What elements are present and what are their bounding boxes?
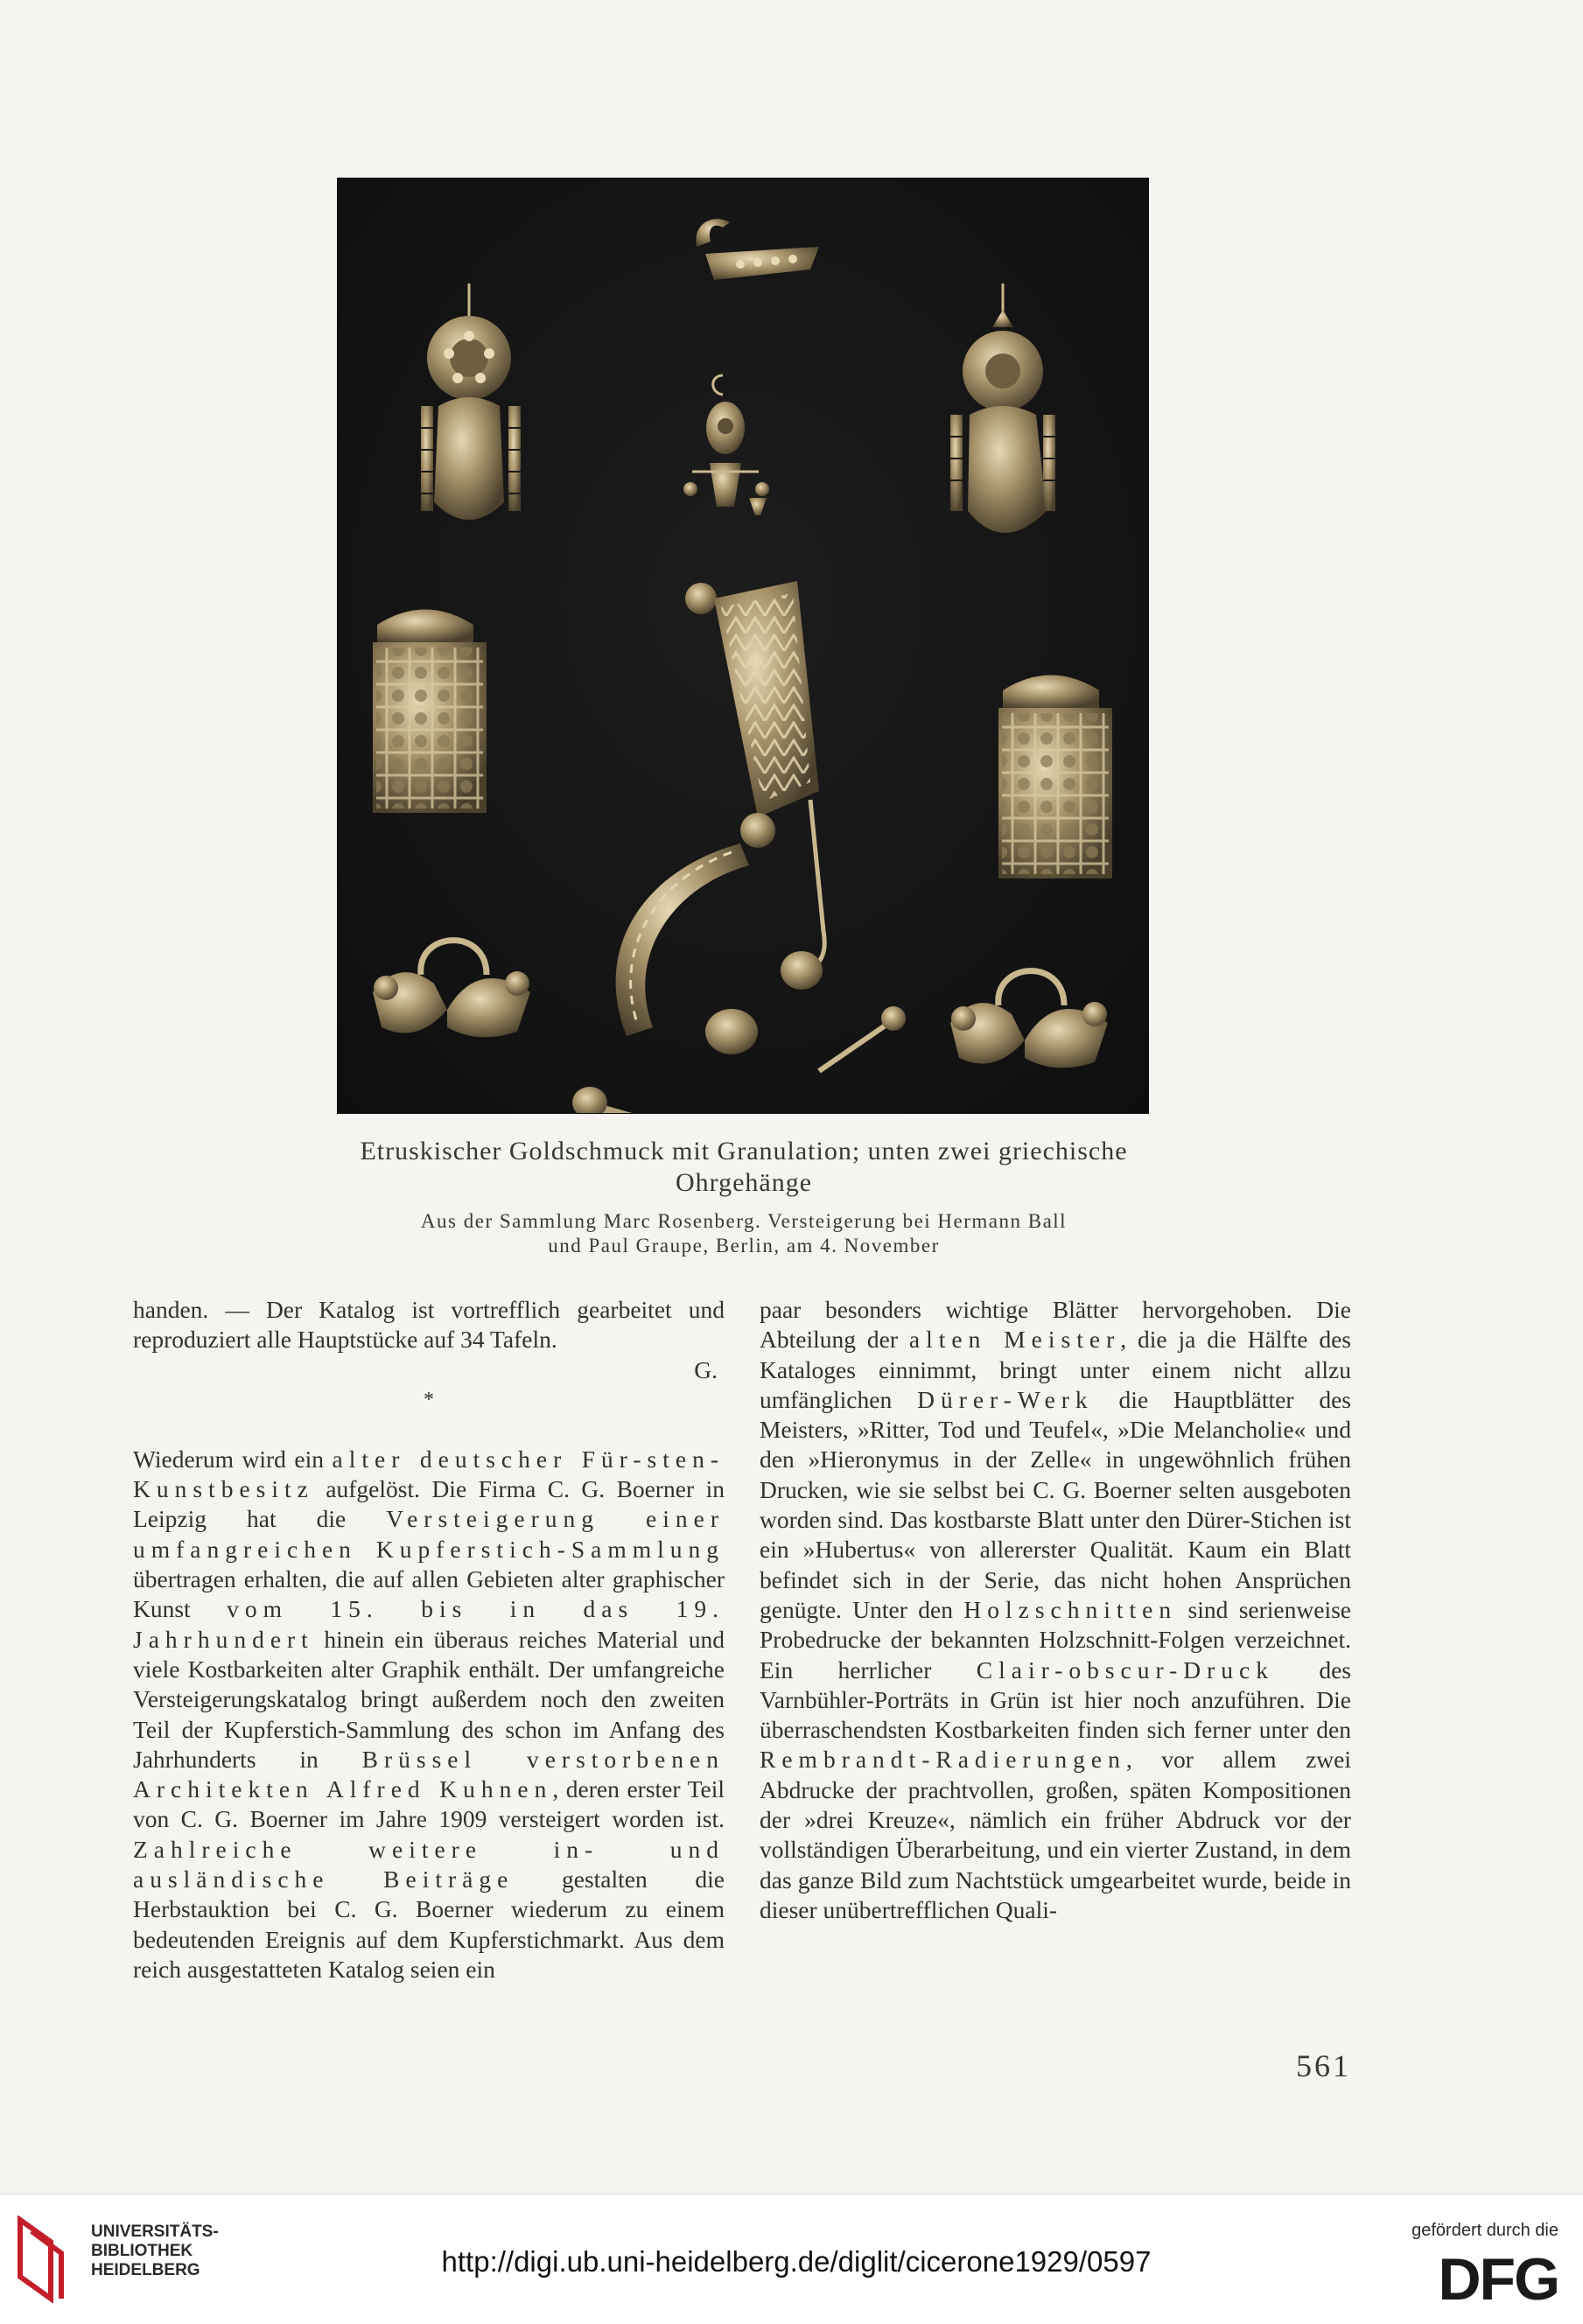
emphasized-text: Zahlreiche weitere in- und ausländische Beiträge [133, 1835, 725, 1894]
text-run: hinein ein überaus reiches Material und viele Kostbarkeiten alter Graphik enthält. Der umfangreiche Versteigerungskatalog bringt außerdem noch den zweiten Teil der Kupferstich-Sammlung des schon im Anfang des Jahrhunderts in [133, 1625, 725, 1773]
funding-note: gefördert durch die [1411, 2221, 1558, 2240]
text-run: paar besonders wichtige Blätter hervorgehoben. Die Abteilung der [760, 1296, 1351, 1354]
paragraph-end-previous: handen. — Der Katalog ist vortrefflich gearbeitet und reproduziert alle Hauptstücke auf 34 Tafeln. [133, 1296, 725, 1354]
emphasized-text: Clair-obscur-Druck [976, 1656, 1274, 1684]
text-run: aufgelöst. Die Firma C. G. Boerner in Leipzig hat die [133, 1475, 725, 1533]
digitization-footer [0, 2194, 1583, 2324]
library-name-line-2: BIBLIOTHEK [91, 2242, 193, 2260]
text-column-right [760, 1295, 1351, 1925]
paragraph-boerner-auction [133, 1445, 725, 1984]
jewellery-illustration [338, 178, 1148, 1113]
dfg-logo [1403, 2249, 1560, 2305]
paragraph-catalog-highlights [760, 1295, 1351, 1925]
library-name-line-1: UNIVERSITÄTS- [91, 2222, 219, 2241]
caption-line-1: Etruskischer Goldschmuck mit Granulation; unten zwei griechische [360, 1137, 1128, 1166]
credit-line-2: und Paul Graupe, Berlin, am 4. November [548, 1235, 940, 1256]
emphasized-text: vom 15. bis in das 19. Jahrhundert [133, 1595, 725, 1653]
university-library-logo [16, 2216, 68, 2303]
section-separator: * [424, 1388, 434, 1411]
right-plaque [998, 676, 1112, 879]
caption-line-2: Ohrgehänge [675, 1168, 813, 1197]
text-run: übertragen erhalten, die auf allen Gebieten alter graphischer Kunst [133, 1565, 725, 1623]
dfg-logo-text: DFG [1438, 2249, 1558, 2305]
library-name-line-3: HEIDELBERG [91, 2261, 200, 2279]
text-column-left [133, 1295, 725, 1984]
credit-line-1: Aus der Sammlung Marc Rosenberg. Versteigerung bei Hermann Ball [420, 1210, 1068, 1232]
emphasized-text: Brüssel verstorbenen Architekten Alfred Kuhnen [133, 1745, 725, 1803]
emphasized-text: Holzschnitten [963, 1595, 1178, 1623]
emphasized-text: alten Meister [908, 1326, 1121, 1354]
page-number: 561 [1296, 2048, 1351, 2083]
text-run: , vor allem zwei Abdrucke der prachtvollen, großen, späten Kompositionen der »drei Kreuze«, nämlich ein früher Abdruck vor der vollständigen Überarbeitung, und ein vierter Zustand, in dem das ganze Bild zum Nachtstück umgearbeitet wurde, beide in dieser unübertrefflichen Quali- [760, 1746, 1351, 1923]
jewellery-photograph [338, 178, 1148, 1113]
text-run: die Hauptblätter des Meisters, »Ritter, Tod und Teufel«, »Die Melancholie« und den »Hieronymus in der Zelle« in ungewöhnlich frühen Drucken, wie sie selbst bei C. G. Boerner selten ausgeboten worden sind. Das kostbarste Blatt unter den Dürer-Stichen ist ein »Hubertus« von allererster Qualität. Kaum ein Blatt befindet sich in der Serie, das nicht hohen Ansprüchen genügte. Unter den [760, 1385, 1352, 1623]
figure-caption [315, 1136, 1173, 1199]
emphasized-text: Rembrandt-Radierungen [760, 1746, 1126, 1774]
figure-credit [315, 1209, 1173, 1258]
text-run: des Varnbühler-Porträts in Grün ist hier noch anzuführen. Die überraschendsten Kostbarkeiten finden sich ferner unter den [760, 1656, 1351, 1744]
text-run: Wiederum wird ein [133, 1445, 333, 1473]
emphasized-text: Dürer-Werk [917, 1385, 1094, 1413]
text-run: sind serienweise Probedrucke der bekannten Holzschnitt-Folgen verzeichnet. Ein herrlicher [760, 1595, 1351, 1684]
author-signature: G. [694, 1355, 718, 1383]
digital-copy-link[interactable]: http://digi.ub.uni-heidelberg.de/diglit/cicerone1929/0597 [441, 2245, 1152, 2278]
emphasized-text: Versteigerung einer umfangreichen Kupferstich-Sammlung [133, 1505, 725, 1563]
text-run: , deren erster Teil von C. G. Boerner im Jahre 1909 versteigert worden ist. [133, 1775, 725, 1833]
library-name [91, 2222, 219, 2280]
left-plaque [373, 610, 487, 814]
emphasized-text: alter deutscher Für-sten-Kunstbesitz [133, 1445, 725, 1503]
text-run: , die ja die Hälfte des Kataloges einnimmt, bringt unter einem nicht allzu umfänglichen [760, 1326, 1351, 1413]
text-run: gestalten die Herbstauktion bei C. G. Boerner wiederum zu einem bedeutenden Ereignis auf dem Kupferstichmarkt. Aus dem reich ausgestatteten Katalog seien ein [133, 1866, 725, 1983]
